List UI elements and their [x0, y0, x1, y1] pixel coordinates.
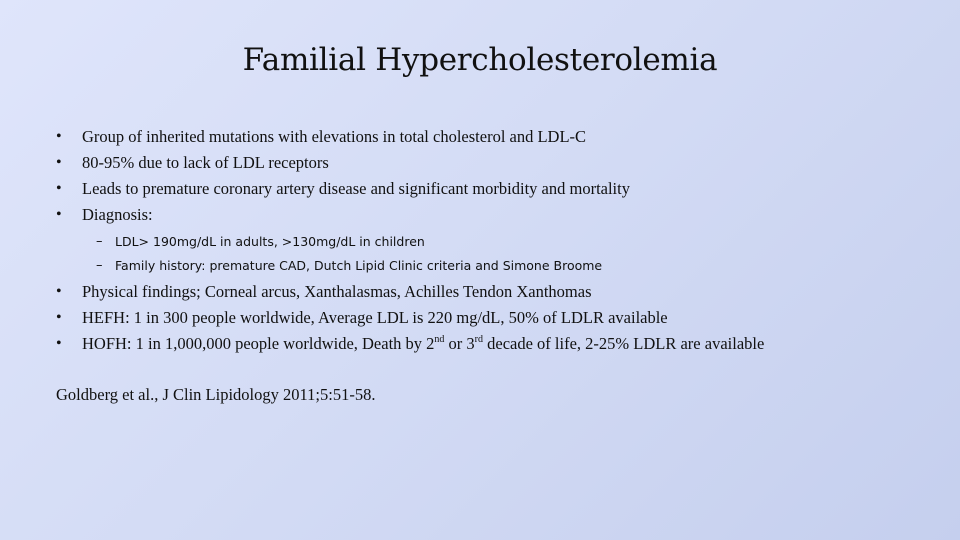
- sub-bullet-text: LDL> 190mg/dL in adults, >130mg/dL in children: [115, 234, 425, 249]
- sub-bullet-text: Family history: premature CAD, Dutch Lipid Clinic criteria and Simone Broome: [115, 258, 603, 273]
- bullet-list-top: [56, 124, 630, 228]
- hofh-text-2: or 3: [444, 334, 475, 353]
- bullet-item: [56, 202, 630, 228]
- bullet-text: Leads to premature coronary artery disease and significant morbidity and mortality: [82, 179, 630, 198]
- bullet-text: Diagnosis:: [82, 205, 153, 224]
- hofh-text-1: HOFH: 1 in 1,000,000 people worldwide, Death by 2: [82, 334, 435, 353]
- bullet-icon: •: [56, 206, 62, 223]
- slide-title: Familial Hypercholesterolemia: [242, 42, 718, 78]
- hofh-text-3: decade of life, 2-25% LDLR are available: [483, 334, 765, 353]
- bullet-item: [56, 124, 630, 150]
- sub-bullet-list: [96, 230, 602, 278]
- dash-icon: –: [96, 234, 103, 249]
- bullet-icon: •: [56, 180, 62, 197]
- bullet-icon: •: [56, 128, 62, 145]
- bullet-list-bottom: [56, 279, 764, 357]
- sub-bullet-item: [96, 254, 602, 278]
- sub-bullet-item: [96, 230, 602, 254]
- bullet-item: [56, 150, 630, 176]
- bullet-text: 80-95% due to lack of LDL receptors: [82, 153, 329, 172]
- bullet-icon: •: [56, 283, 62, 300]
- bullet-item: [56, 279, 764, 305]
- bullet-text: Group of inherited mutations with elevations in total cholesterol and LDL-C: [82, 127, 587, 146]
- ordinal-suffix-rd: rd: [474, 333, 484, 345]
- bullet-item-hofh: [56, 331, 764, 357]
- bullet-icon: •: [56, 154, 62, 171]
- bullet-item: [56, 305, 764, 331]
- reference-citation: Goldberg et al., J Clin Lipidology 2011;5:51-58.: [56, 385, 376, 404]
- bullet-text: Physical findings; Corneal arcus, Xanthalasmas, Achilles Tendon Xanthomas: [82, 282, 592, 301]
- bullet-item: [56, 176, 630, 202]
- dash-icon: –: [96, 258, 103, 273]
- ordinal-suffix-nd: nd: [434, 333, 445, 345]
- bullet-icon: •: [56, 309, 62, 326]
- bullet-text: HEFH: 1 in 300 people worldwide, Average LDL is 220 mg/dL, 50% of LDLR available: [82, 308, 668, 327]
- bullet-icon: •: [56, 335, 62, 352]
